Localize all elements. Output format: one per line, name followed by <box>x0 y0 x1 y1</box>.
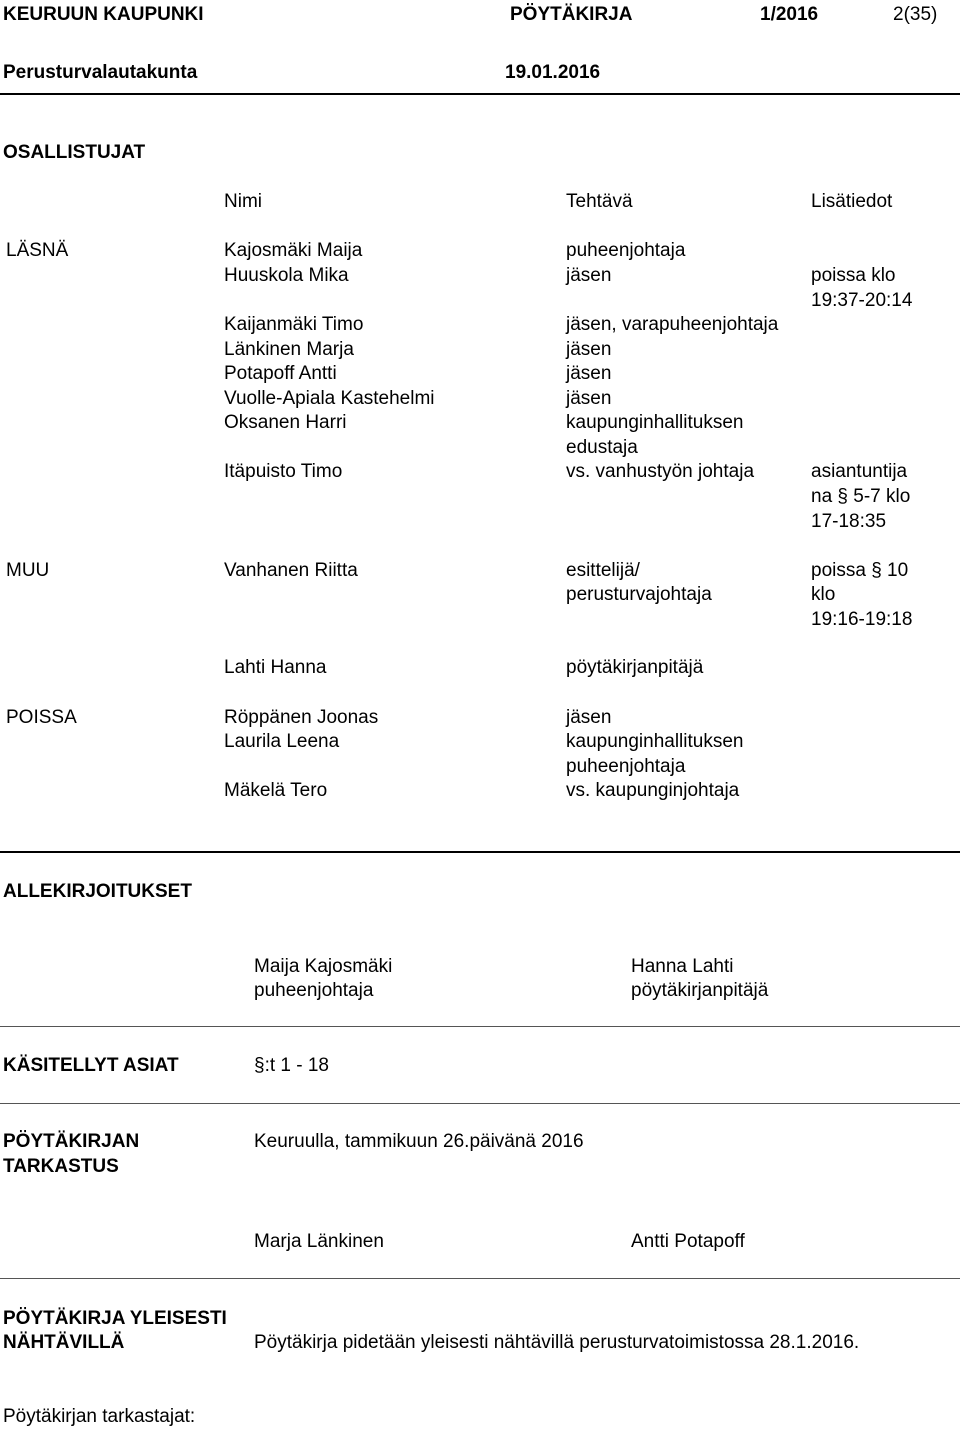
public-label: NÄHTÄVILLÄ <box>3 1332 125 1353</box>
participant-name: Vuolle-Apiala Kastehelmi <box>224 388 435 409</box>
participant-info: asiantuntija <box>811 461 908 482</box>
present-label: LÄSNÄ <box>6 240 69 261</box>
review-place-date: Keuruulla, tammikuun 26.päivänä 2016 <box>254 1131 584 1152</box>
page-number: 2(35) <box>893 4 938 25</box>
section-divider <box>0 1026 960 1027</box>
participant-role: edustaja <box>566 437 638 458</box>
participant-role: jäsen <box>566 707 612 728</box>
participant-name: Mäkelä Tero <box>224 780 328 801</box>
header-divider <box>0 93 960 95</box>
signer-name: Hanna Lahti <box>631 956 734 977</box>
org-name: KEURUUN KAUPUNKI <box>3 4 204 25</box>
participant-role: vs. kaupunginjohtaja <box>566 780 740 801</box>
participant-role: jäsen <box>566 339 612 360</box>
absent-label: POISSA <box>6 707 77 728</box>
participant-name: Lahti Hanna <box>224 657 327 678</box>
meeting-date: 19.01.2016 <box>505 62 601 83</box>
participant-role: puheenjohtaja <box>566 240 686 261</box>
participant-role: jäsen <box>566 265 612 286</box>
signer-role: pöytäkirjanpitäjä <box>631 980 769 1001</box>
signatures-title: ALLEKIRJOITUKSET <box>3 881 192 902</box>
participant-info: na § 5-7 klo <box>811 486 911 507</box>
col-header-role: Tehtävä <box>566 191 633 212</box>
participant-info: poissa § 10 <box>811 560 909 581</box>
participant-role: kaupunginhallituksen <box>566 731 744 752</box>
body-name: Perusturvalautakunta <box>3 62 198 83</box>
participant-info: 17-18:35 <box>811 511 887 532</box>
section-divider <box>0 1103 960 1104</box>
participant-name: Länkinen Marja <box>224 339 354 360</box>
participant-info: poissa klo <box>811 265 896 286</box>
participant-role: esittelijä/ <box>566 560 640 581</box>
participant-name: Potapoff Antti <box>224 363 337 384</box>
section-divider <box>0 851 960 853</box>
public-text: Pöytäkirja pidetään yleisesti nähtävillä perusturvatoimistossa 28.1.2016. <box>254 1332 860 1353</box>
participant-role: jäsen <box>566 363 612 384</box>
other-label: MUU <box>6 560 50 581</box>
participant-name: Laurila Leena <box>224 731 340 752</box>
participants-title: OSALLISTUJAT <box>3 142 146 163</box>
public-label: PÖYTÄKIRJA YLEISESTI <box>3 1308 227 1329</box>
reviewer-name: Marja Länkinen <box>254 1231 384 1252</box>
participant-info: 19:16-19:18 <box>811 609 913 630</box>
participant-info: 19:37-20:14 <box>811 290 913 311</box>
participant-name: Vanhanen Riitta <box>224 560 358 581</box>
handled-label: KÄSITELLYT ASIAT <box>3 1055 179 1076</box>
participant-role: perusturvajohtaja <box>566 584 712 605</box>
participant-role: puheenjohtaja <box>566 756 686 777</box>
col-header-info: Lisätiedot <box>811 191 893 212</box>
handled-value: §:t 1 - 18 <box>254 1055 329 1076</box>
doc-type: PÖYTÄKIRJA <box>510 4 633 25</box>
review-label: TARKASTUS <box>3 1156 119 1177</box>
participant-role: kaupunginhallituksen <box>566 412 744 433</box>
participant-role: vs. vanhustyön johtaja <box>566 461 755 482</box>
review-label: PÖYTÄKIRJAN <box>3 1131 140 1152</box>
participant-role: pöytäkirjanpitäjä <box>566 657 704 678</box>
participant-name: Kajosmäki Maija <box>224 240 363 261</box>
participant-role: jäsen <box>566 388 612 409</box>
participant-name: Kaijanmäki Timo <box>224 314 364 335</box>
participant-name: Huuskola Mika <box>224 265 349 286</box>
participant-role: jäsen, varapuheenjohtaja <box>566 314 779 335</box>
doc-number: 1/2016 <box>760 4 819 25</box>
section-divider <box>0 1278 960 1279</box>
participant-name: Oksanen Harri <box>224 412 347 433</box>
signer-name: Maija Kajosmäki <box>254 956 393 977</box>
reviewer-name: Antti Potapoff <box>631 1231 745 1252</box>
participant-name: Röppänen Joonas <box>224 707 379 728</box>
signer-role: puheenjohtaja <box>254 980 374 1001</box>
col-header-name: Nimi <box>224 191 262 212</box>
participant-info: klo <box>811 584 836 605</box>
participant-name: Itäpuisto Timo <box>224 461 343 482</box>
reviewers-footer-label: Pöytäkirjan tarkastajat: <box>3 1406 196 1427</box>
